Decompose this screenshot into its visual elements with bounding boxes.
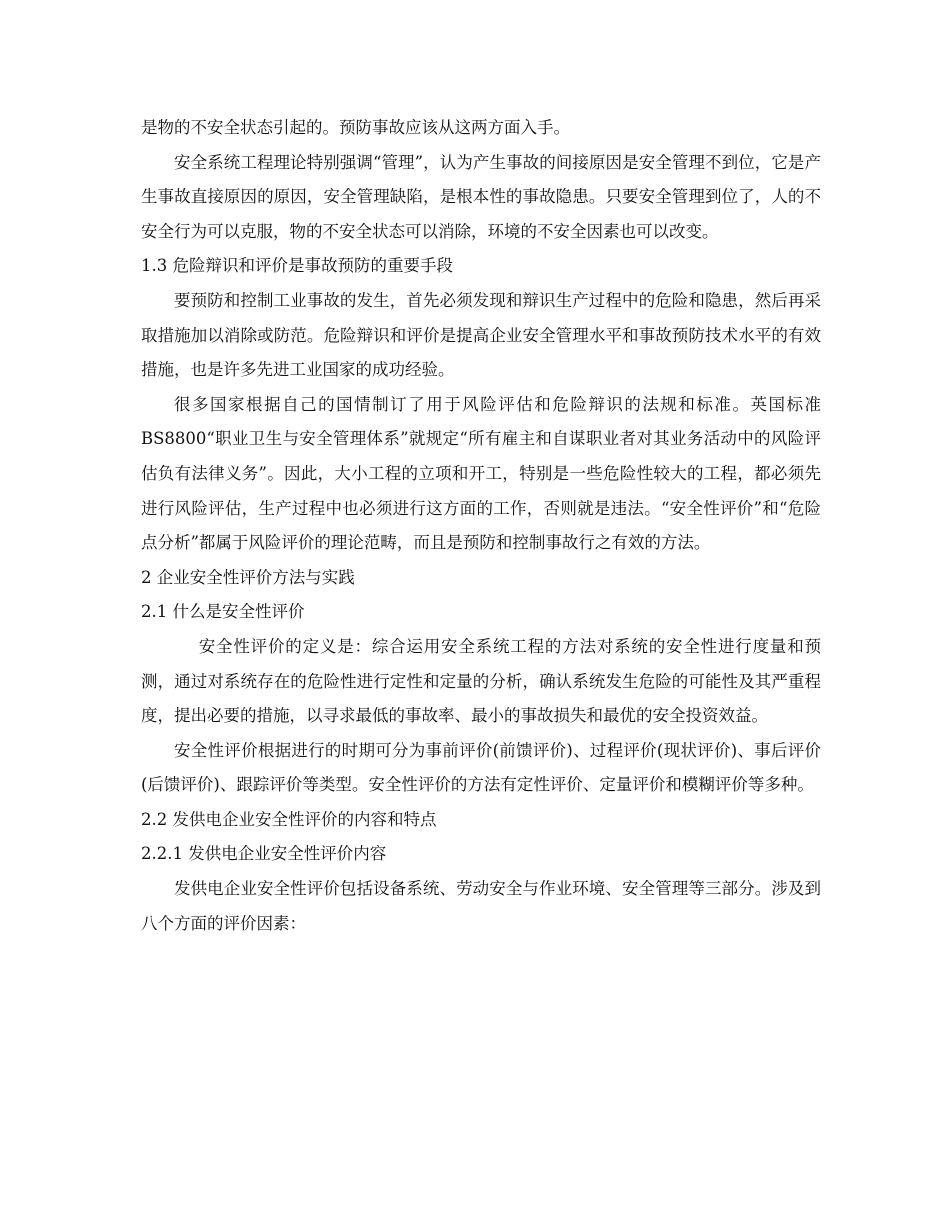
- section-heading: 2.2 发供电企业安全性评价的内容和特点: [141, 809, 437, 829]
- paragraph: 安全性评价的定义是：综合运用安全系统工程的方法对系统的安全性进行度量和预测，通过对系统存在的危险性进行定性和定量的分析，确认系统发生危险的可能性及其严重程度，提出必要的措施，以寻求最低的事故率、最小的事故损失和最优的安全投资效益。: [141, 636, 821, 726]
- section-heading: 2.2.1 发供电企业安全性评价内容: [141, 844, 387, 864]
- section-heading: 2.1 什么是安全性评价: [141, 602, 305, 622]
- paragraph: 要预防和控制工业事故的发生，首先必须发现和辩识生产过程中的危险和隐患，然后再采取措施加以消除或防范。危险辩识和评价是提高企业安全管理水平和事故预防技术水平的有效措施，也是许多先进工业国家的成功经验。: [141, 290, 821, 380]
- paragraph: 发供电企业安全性评价包括设备系统、劳动安全与作业环境、安全管理等三部分。涉及到八个方面的评价因素：: [141, 879, 821, 933]
- paragraph: 很多国家根据自己的国情制订了用于风险评估和危险辩识的法规和标准。英国标准BS8800“职业卫生与安全管理体系”就规定“所有雇主和自谋职业者对其业务活动中的风险评估负有法律义务”。因此，大小工程的立项和开工，特别是一些危险性较大的工程，都必须先进行风险评估，生产过程中也必须进行这方面的工作，否则就是违法。“安全性评价”和“危险点分析”都属于风险评价的理论范畴，而且是预防和控制事故行之有效的方法。: [141, 394, 821, 553]
- section-heading: 1.3 危险辩识和评价是事故预防的重要手段: [141, 256, 453, 276]
- paragraph: 安全性评价根据进行的时期可分为事前评价(前馈评价)、过程评价(现状评价)、事后评价(后馈评价)、跟踪评价等类型。安全性评价的方法有定性评价、定量评价和模糊评价等多种。: [141, 740, 821, 795]
- paragraph: 安全系统工程理论特别强调“管理”，认为产生事故的间接原因是安全管理不到位，它是产生事故直接原因的原因，安全管理缺陷，是根本性的事故隐患。只要安全管理到位了，人的不安全行为可以克服，物的不安全状态可以消除，环境的不安全因素也可以改变。: [141, 152, 821, 241]
- document-page: [141, 111, 821, 941]
- section-heading: 2 企业安全性评价方法与实践: [141, 567, 355, 587]
- paragraph: 是物的不安全状态引起的。预防事故应该从这两方面入手。: [141, 118, 570, 137]
